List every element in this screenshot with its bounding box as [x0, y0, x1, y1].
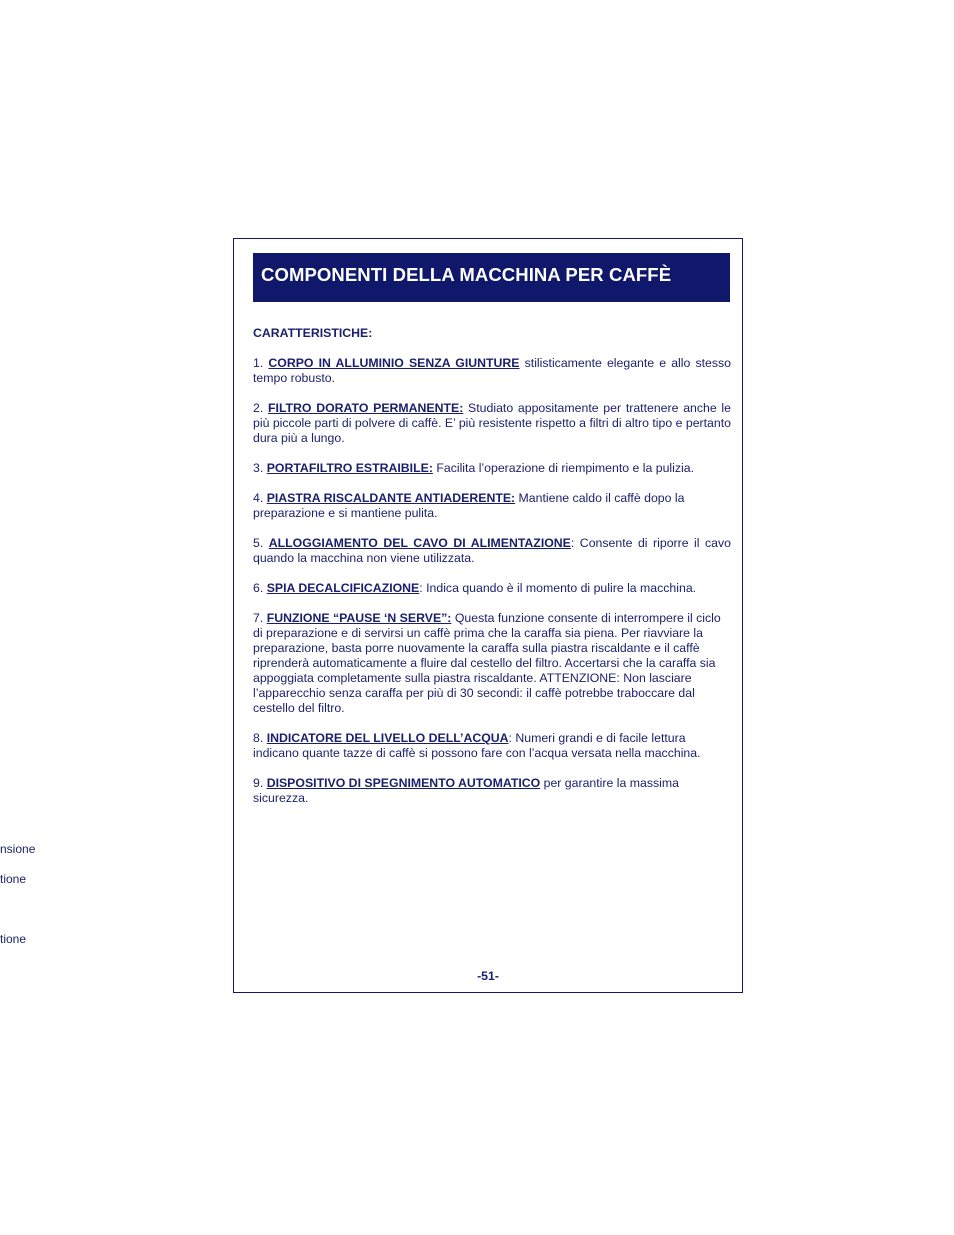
- feature-text: Questa funzione consente di interrompere il ciclo di preparazione e di servirsi un caffè prima che la caraffa sia piena. Per riavviare la preparazione, basta porre nuovamente la caraffa sulla piastra riscaldante e il caffè riprenderà automaticamente a fluire dal cestello del filtro. Accertarsi che la caraffa sia appoggiata completamente sulla piastra riscaldante. ATTENZIONE: Non lasciare l’apparecchio senza caraffa per più di 30 secondi: il caffè potrebbe traboccare dal cestello del filtro.: [253, 611, 721, 715]
- feature-item: [253, 611, 731, 716]
- feature-text: : Consente di riporre il cavo quando la macchina non viene utilizzata.: [253, 536, 732, 565]
- feature-text: stilisticamente elegante e allo stesso tempo robusto.: [253, 356, 731, 385]
- feature-item: [253, 356, 731, 386]
- feature-number: 6.: [253, 581, 264, 595]
- page-title: COMPONENTI DELLA MACCHINA PER CAFFÈ: [261, 264, 672, 285]
- feature-name: INDICATORE DEL LIVELLO DELL’ACQUA: [266, 731, 509, 745]
- feature-name: SPIA DECALCIFICAZIONE: [266, 581, 420, 595]
- feature-number: 1.: [253, 356, 264, 370]
- content: [253, 326, 731, 821]
- feature-item: [253, 536, 731, 566]
- section-heading: CARATTERISTICHE:: [253, 326, 373, 340]
- feature-number: 7.: [253, 611, 264, 625]
- feature-name: FUNZIONE “PAUSE ‘N SERVE”:: [266, 611, 452, 625]
- margin-text-fragment: tione: [0, 932, 27, 946]
- feature-item: [253, 401, 731, 446]
- feature-text: per garantire la massima sicurezza.: [253, 776, 679, 805]
- feature-text: : Numeri grandi e di facile lettura indicano quante tazze di caffè si possono fare con l’acqua versata nella macchina.: [253, 731, 701, 760]
- feature-item: [253, 491, 731, 521]
- feature-text: Facilita l’operazione di riempimento e la pulizia.: [432, 461, 695, 475]
- feature-number: 3.: [253, 461, 264, 475]
- feature-item: [253, 581, 731, 596]
- feature-name: DISPOSITIVO DI SPEGNIMENTO AUTOMATICO: [266, 776, 541, 790]
- feature-name: FILTRO DORATO PERMANENTE:: [268, 401, 464, 415]
- page-number: -51-: [477, 969, 499, 983]
- feature-item: [253, 776, 731, 806]
- feature-number: 5.: [253, 536, 264, 550]
- feature-number: 8.: [253, 731, 264, 745]
- feature-item: [253, 731, 731, 761]
- feature-item: [253, 461, 731, 476]
- feature-name: PIASTRA RISCALDANTE ANTIADERENTE:: [266, 491, 516, 505]
- margin-text-fragment: tione: [0, 872, 27, 886]
- feature-text: Studiato appositamente per trattenere anche le più piccole parti di polvere di caffè. E’ più resistente rispetto a filtri di altro tipo e pertanto dura più a lungo.: [253, 401, 732, 445]
- feature-name: PORTAFILTRO ESTRAIBILE:: [266, 461, 433, 475]
- feature-name: CORPO IN ALLUMINIO SENZA GIUNTURE: [268, 356, 520, 370]
- feature-name: ALLOGGIAMENTO DEL CAVO DI ALIMENTAZIONE: [268, 536, 571, 550]
- feature-text: Mantiene caldo il caffè dopo la preparazione e si mantiene pulita.: [253, 491, 685, 520]
- feature-text: : Indica quando è il momento di pulire la macchina.: [419, 581, 697, 595]
- page-frame: [233, 238, 743, 993]
- margin-text-fragment: nsione: [0, 842, 36, 856]
- feature-number: 9.: [253, 776, 264, 790]
- feature-number: 4.: [253, 491, 264, 505]
- feature-number: 2.: [253, 401, 264, 415]
- title-bar: [253, 253, 730, 302]
